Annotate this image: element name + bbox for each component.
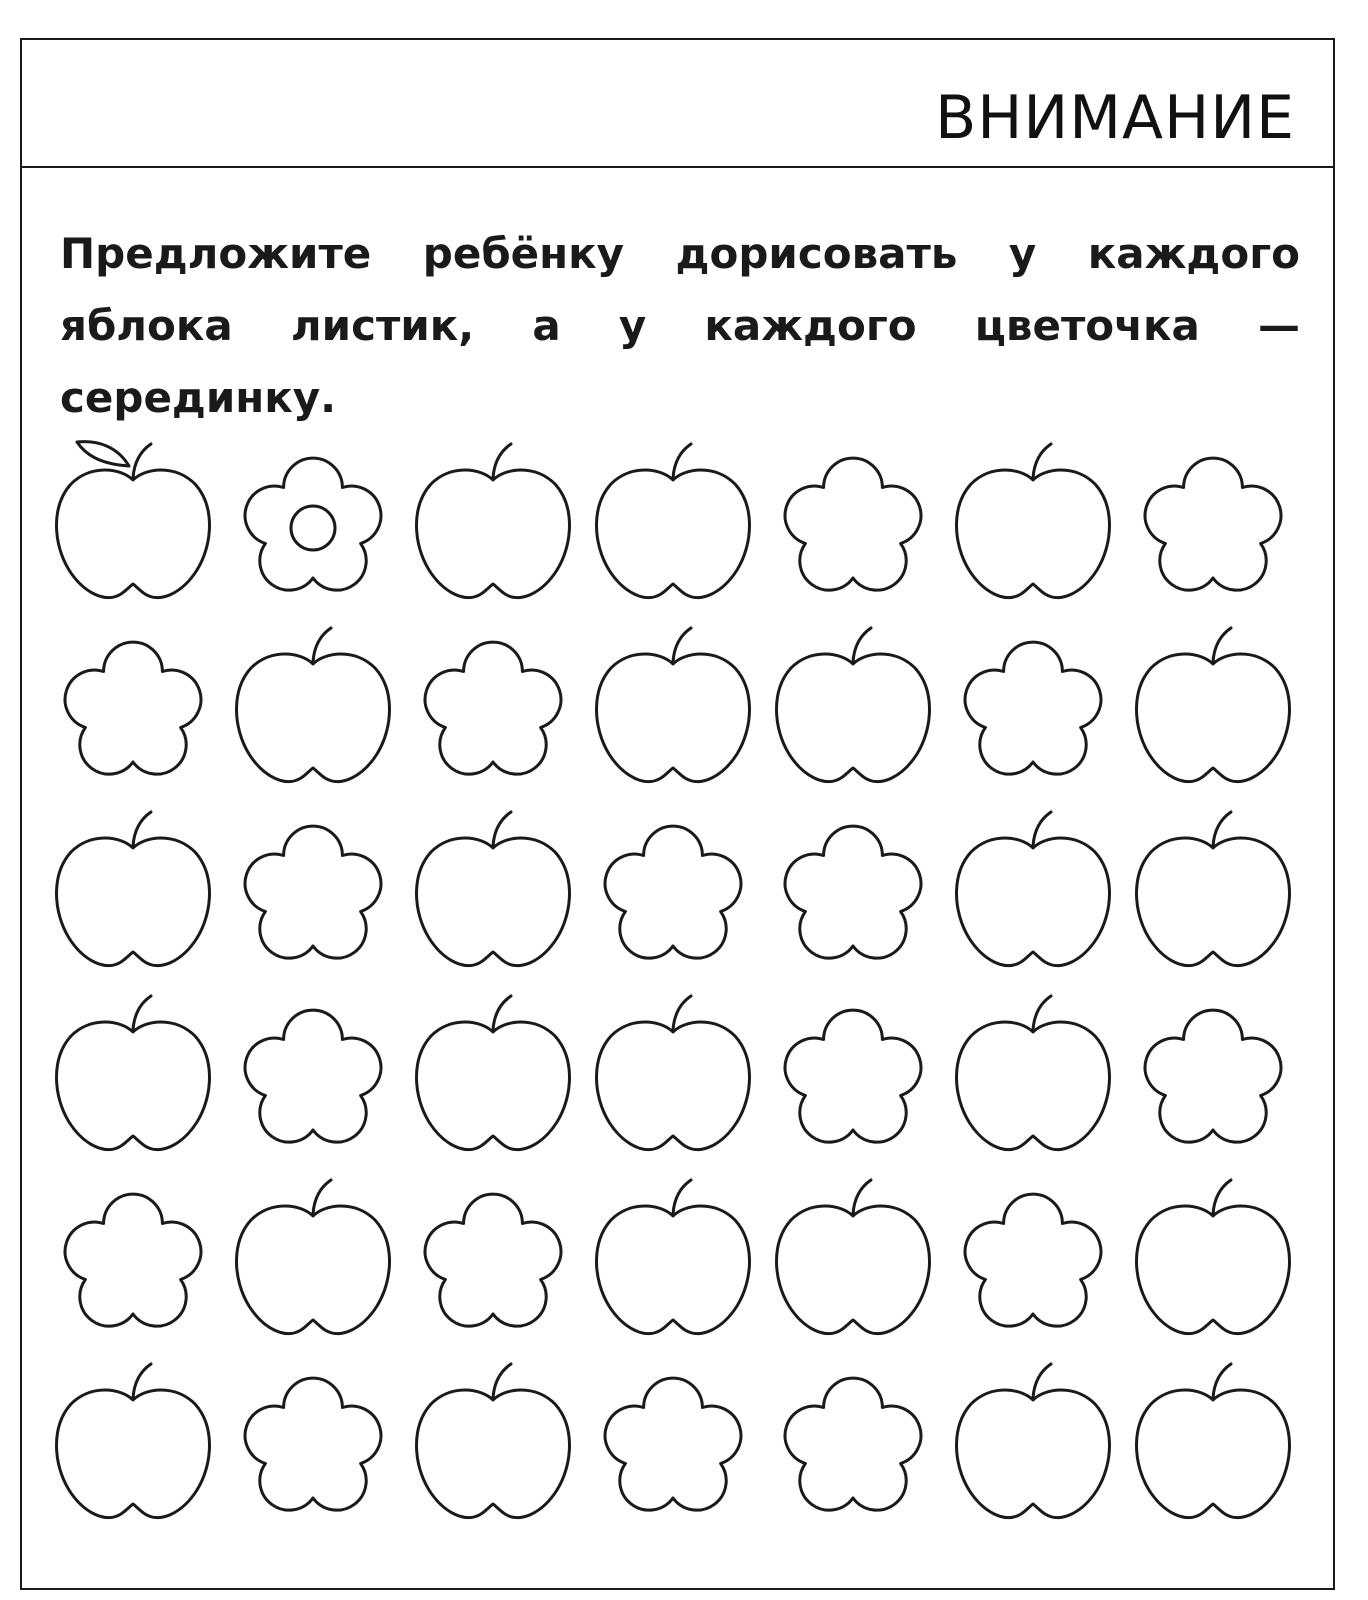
flower-center bbox=[291, 506, 335, 550]
flower-petals bbox=[425, 1194, 561, 1326]
flower-icon-r5-c3 bbox=[425, 1194, 561, 1326]
apple-body bbox=[597, 654, 750, 782]
apple-body bbox=[597, 1022, 750, 1150]
flower-icon-r6-c4 bbox=[605, 1378, 741, 1510]
flower-petals bbox=[425, 642, 561, 774]
apple-body bbox=[57, 1022, 210, 1150]
apple-body bbox=[1137, 1390, 1290, 1518]
apple-icon-r5-c5 bbox=[777, 1180, 930, 1334]
apple-body bbox=[1137, 838, 1290, 966]
flower-icon-r3-c4 bbox=[605, 826, 741, 958]
apple-body bbox=[57, 838, 210, 966]
flower-petals bbox=[65, 1194, 201, 1326]
apple-body bbox=[237, 654, 390, 782]
flower-icon-r1-c5 bbox=[785, 458, 921, 590]
flower-icon-r4-c7 bbox=[1145, 1010, 1281, 1142]
flower-icon-r3-c5 bbox=[785, 826, 921, 958]
apple-body bbox=[957, 1022, 1110, 1150]
apple-body bbox=[417, 1390, 570, 1518]
flower-petals bbox=[245, 458, 381, 590]
apple-icon-r1-c3 bbox=[417, 444, 570, 598]
instruction-text: Предложите ребёнку дорисовать у каждого яблока листик, а у каждого цветочка — серединку. bbox=[60, 229, 1300, 422]
flower-petals bbox=[605, 826, 741, 958]
flower-icon-r2-c1 bbox=[65, 642, 201, 774]
flower-petals bbox=[1145, 458, 1281, 590]
apple-body bbox=[957, 470, 1110, 598]
flower-petals bbox=[965, 1194, 1101, 1326]
flower-petals bbox=[605, 1378, 741, 1510]
apple-icon-r3-c7 bbox=[1137, 812, 1290, 966]
apple-body bbox=[957, 1390, 1110, 1518]
flower-icon-r3-c2 bbox=[245, 826, 381, 958]
apple-icon-r3-c6 bbox=[957, 812, 1110, 966]
apple-icon-r4-c4 bbox=[597, 996, 750, 1150]
apple-icon-r2-c5 bbox=[777, 628, 930, 782]
apple-icon-r2-c2 bbox=[237, 628, 390, 782]
apple-body bbox=[417, 838, 570, 966]
flower-petals bbox=[785, 458, 921, 590]
apple-body bbox=[57, 1390, 210, 1518]
flower-icon-r1-c2 bbox=[245, 458, 381, 590]
apple-icon-r1-c4 bbox=[597, 444, 750, 598]
apple-body bbox=[237, 1206, 390, 1334]
apple-body bbox=[597, 1206, 750, 1334]
flower-petals bbox=[1145, 1010, 1281, 1142]
flower-icon-r6-c2 bbox=[245, 1378, 381, 1510]
apple-icon-r5-c7 bbox=[1137, 1180, 1290, 1334]
flower-icon-r2-c3 bbox=[425, 642, 561, 774]
apple-icon-r5-c2 bbox=[237, 1180, 390, 1334]
apple-icon-r6-c1 bbox=[57, 1364, 210, 1518]
apple-icon-r6-c6 bbox=[957, 1364, 1110, 1518]
apple-body bbox=[417, 470, 570, 598]
apple-icon-r3-c3 bbox=[417, 812, 570, 966]
apple-body bbox=[777, 1206, 930, 1334]
apple-icon-r2-c7 bbox=[1137, 628, 1290, 782]
flower-petals bbox=[245, 1010, 381, 1142]
flower-petals bbox=[245, 1378, 381, 1510]
apple-icon-r4-c1 bbox=[57, 996, 210, 1150]
apple-icon-r1-c1 bbox=[57, 442, 210, 598]
apple-icon-r4-c3 bbox=[417, 996, 570, 1150]
apple-body bbox=[597, 470, 750, 598]
apple-icon-r6-c3 bbox=[417, 1364, 570, 1518]
apple-icon-r1-c6 bbox=[957, 444, 1110, 598]
apple-body bbox=[1137, 654, 1290, 782]
flower-icon-r5-c6 bbox=[965, 1194, 1101, 1326]
flower-petals bbox=[785, 1010, 921, 1142]
apple-body bbox=[777, 654, 930, 782]
apple-icon-r3-c1 bbox=[57, 812, 210, 966]
flower-icon-r6-c5 bbox=[785, 1378, 921, 1510]
apple-body bbox=[417, 1022, 570, 1150]
apple-icon-r4-c6 bbox=[957, 996, 1110, 1150]
flower-petals bbox=[785, 826, 921, 958]
flower-icon-r1-c7 bbox=[1145, 458, 1281, 590]
flower-icon-r4-c2 bbox=[245, 1010, 381, 1142]
flower-petals bbox=[785, 1378, 921, 1510]
flower-petals bbox=[65, 642, 201, 774]
apple-leaf bbox=[77, 442, 129, 466]
apple-body bbox=[57, 470, 210, 598]
page-title: ВНИМАНИЕ bbox=[935, 83, 1295, 153]
apple-body bbox=[957, 838, 1110, 966]
flower-icon-r2-c6 bbox=[965, 642, 1101, 774]
flower-icon-r5-c1 bbox=[65, 1194, 201, 1326]
apple-body bbox=[1137, 1206, 1290, 1334]
apple-icon-r6-c7 bbox=[1137, 1364, 1290, 1518]
flower-petals bbox=[965, 642, 1101, 774]
apple-icon-r2-c4 bbox=[597, 628, 750, 782]
apple-icon-r5-c4 bbox=[597, 1180, 750, 1334]
flower-icon-r4-c5 bbox=[785, 1010, 921, 1142]
flower-petals bbox=[245, 826, 381, 958]
